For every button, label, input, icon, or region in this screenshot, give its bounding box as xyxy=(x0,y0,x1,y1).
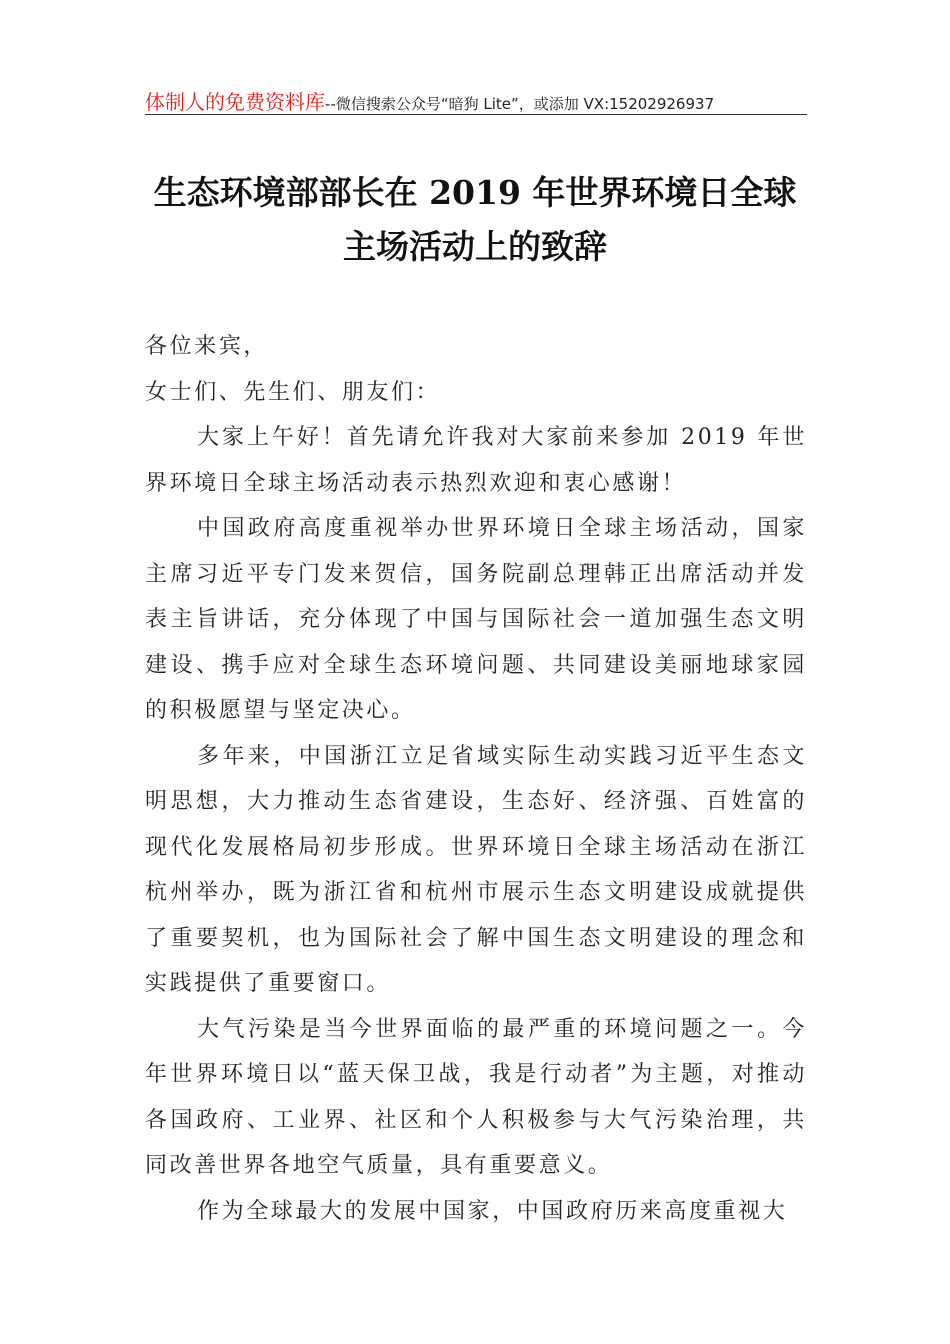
salutation-line-1: 各位来宾， xyxy=(145,334,269,359)
title-line-1: 生态环境部部长在 2019 年世界环境日全球 xyxy=(153,173,797,212)
page-header xyxy=(145,86,807,112)
document-title xyxy=(120,166,830,274)
header-divider xyxy=(145,114,807,115)
paragraph-greeting: 大家上午好！首先请允许我对大家前来参加 2019 年世界环境日全球主场活动表示热烈欢迎和衷心感谢！ xyxy=(145,425,807,496)
paragraph-air-pollution: 大气污染是当今世界面临的最严重的环境问题之一。今年世界环境日以“蓝天保卫战，我是行动者”为主题，对推动各国政府、工业界、社区和个人积极参与大气污染治理，共同改善世界各地空气质量，具有重要意义。 xyxy=(145,1016,807,1178)
paragraph-zhejiang: 多年来，中国浙江立足省域实际生动实践习近平生态文明思想，大力推动生态省建设，生态好、经济强、百姓富的现代化发展格局初步形成。世界环境日全球主场活动在浙江杭州举办，既为浙江省和杭州市展示生态文明建设成就提供了重要契机，也为国际社会了解中国生态文明建设的理念和实践提供了重要窗口。 xyxy=(145,743,807,996)
salutation-line-2: 女士们、先生们、朋友们： xyxy=(145,379,441,405)
document-body xyxy=(145,324,807,1234)
paragraph-developing-country: 作为全球最大的发展中国家，中国政府历来高度重视大 xyxy=(197,1198,788,1224)
title-line-2: 主场活动上的致辞 xyxy=(343,227,607,266)
header-subtitle-text: --微信搜索公众号“暗狗 Lite”，或添加 VX:15202926937 xyxy=(325,95,715,113)
paragraph-government: 中国政府高度重视举办世界环境日全球主场活动，国家主席习近平专门发来贺信，国务院副总理韩正出席活动并发表主旨讲话，充分体现了中国与国际社会一道加强生态文明建设、携手应对全球生态环境问题、共同建设美丽地球家园的积极愿望与坚定决心。 xyxy=(145,516,807,723)
header-brand-text: 体制人的免费资料库 xyxy=(145,90,325,114)
